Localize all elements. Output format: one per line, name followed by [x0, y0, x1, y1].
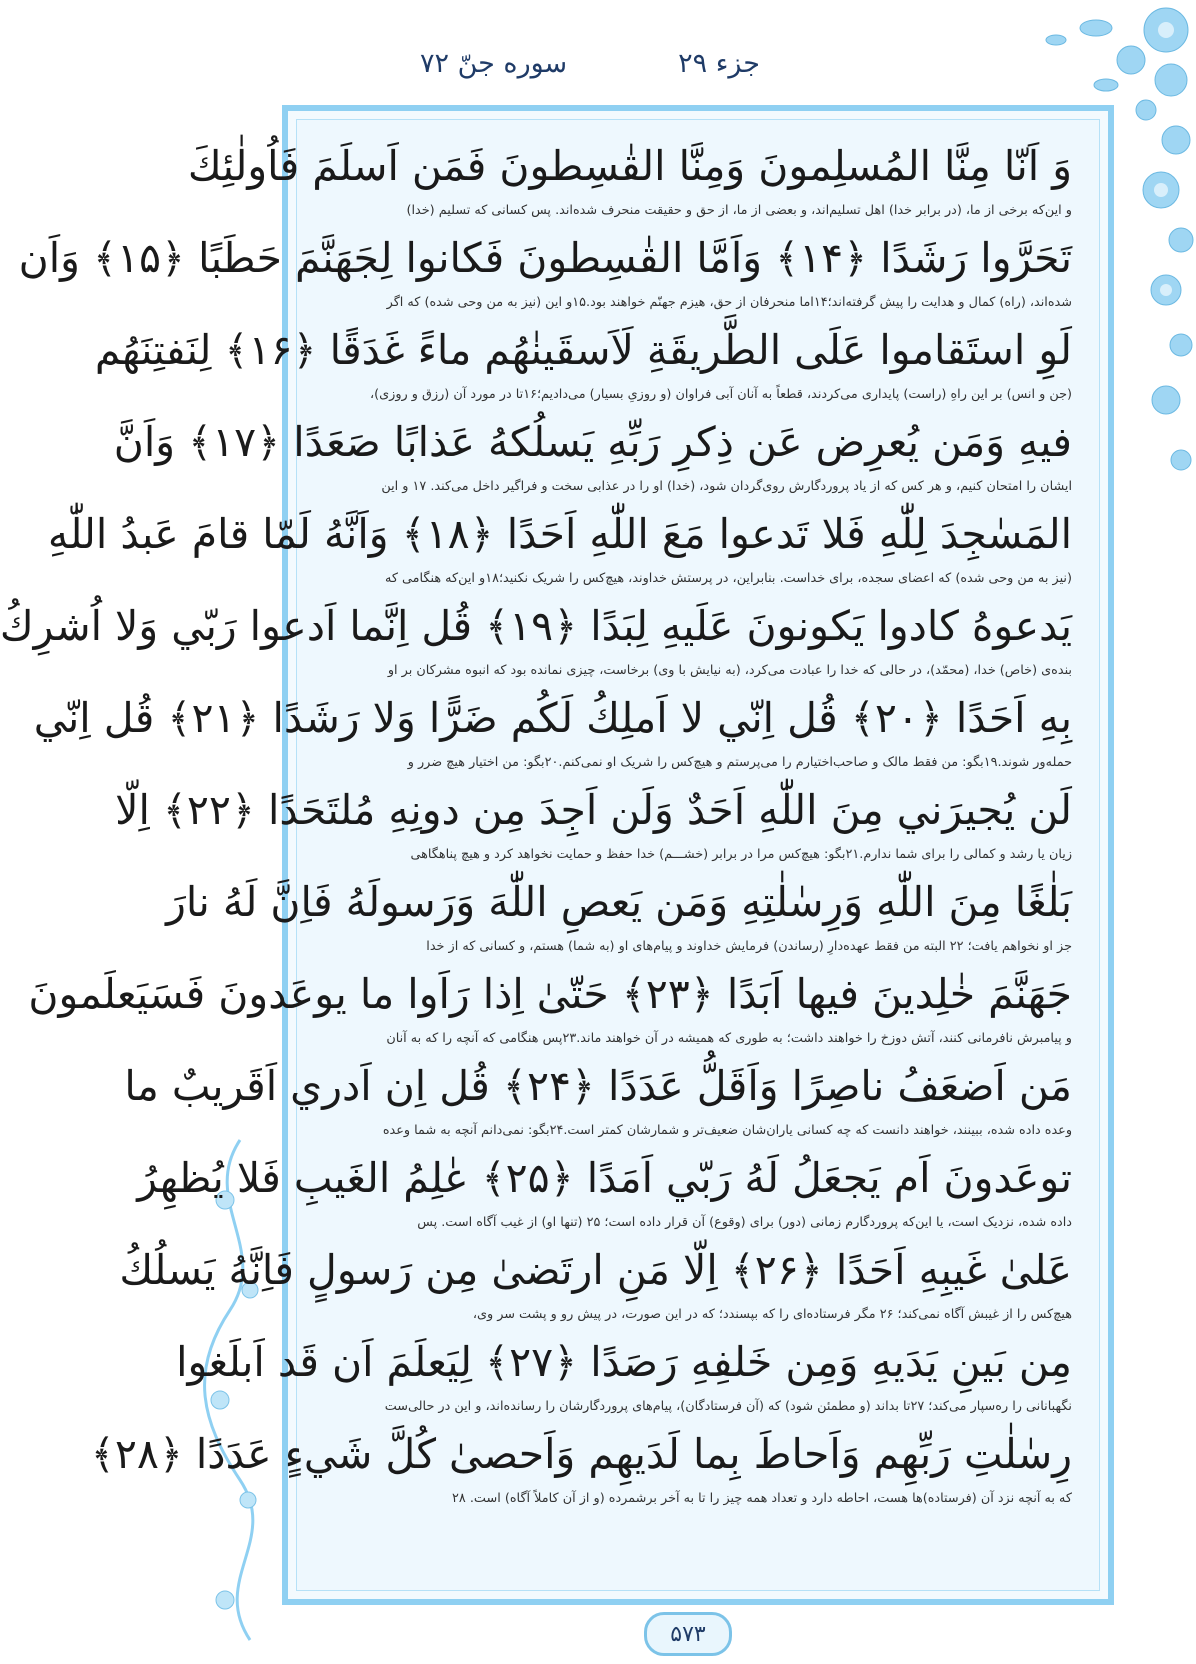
- translation-text: و پیامبرش نافرمانی کنند، آتش دوزخ را خواهند داشت؛ به طوری که همیشه در آن خواهند ماند.۲۳پس هنگامی که آنچه را که به آنان: [386, 1031, 1072, 1046]
- arabic-text: تَحَرَّوا رَشَدًا ﴿۱۴﴾ وَاَمَّا القٰسِطونَ فَكانوا لِجَهَنَّمَ حَطَبًا ﴿۱۵﴾ وَاَن: [18, 234, 1072, 282]
- arabic-text: المَسٰجِدَ لِلّٰهِ فَلا تَدعوا مَعَ اللّٰهِ اَحَدًا ﴿۱۸﴾ وَاَنَّهُ لَمّا قامَ عَبدُ اللّٰهِ: [47, 510, 1072, 558]
- translation-text: (نیز به من وحی شده) که اعضای سجده، برای خداست. بنابراین، در پرستش خداوند، هیچ‌کس را شریک نکنید؛۱۸و این‌که هنگامی که: [384, 571, 1072, 586]
- verse-line: [137, 1147, 1072, 1239]
- verse-line: [18, 227, 1072, 319]
- arabic-text: توعَدونَ اَم يَجعَلُ لَهُ رَبّي اَمَدًا ﴿۲۵﴾ عٰلِمُ الغَيبِ فَلا يُظهِرُ: [137, 1154, 1072, 1202]
- translation-text: شده‌اند، (راه) کمال و هدایت را پیش گرفته‌اند؛۱۴اما منحرفان از حق، هیزم جهنّم خواهند بود.۱۵و این (نیز به من وحی شده) که اگر: [386, 295, 1072, 310]
- verse-line: [113, 411, 1072, 503]
- verse-line: [47, 503, 1072, 595]
- translation-text: (جن و انس) بر این راهِ (راست) پایداری می‌کردند، قطعاً به آنان آبی فراوان (و روزیِ بسیار) می‌دادیم؛۱۶تا در مورد آن (رزق و روزی)،: [370, 387, 1072, 402]
- verse-line: [124, 1055, 1072, 1147]
- page-number: [638, 1612, 738, 1656]
- verse-line: [90, 1423, 1072, 1515]
- arabic-text: مَن اَضعَفُ ناصِرًا وَاَقَلُّ عَدَدًا ﴿۲۴﴾ قُل اِن اَدري اَقَريبٌ ما: [124, 1062, 1072, 1110]
- arabic-text: وَ اَنّا مِنَّا المُسلِمونَ وَمِنَّا القٰسِطونَ فَمَن اَسلَمَ فَاُولٰئِكَ: [187, 142, 1072, 190]
- verse-line: [166, 871, 1072, 963]
- verse-line: [33, 687, 1072, 779]
- verse-block: [0, 135, 1072, 1515]
- surah-label: سوره جنّ ۷۲: [420, 47, 568, 79]
- translation-text: نگهبانانی را ره‌سپار می‌کند؛ ۲۷تا بداند (و مطمئن شود) که (آن فرستادگان)، پیام‌های پروردگارشان را رسانده‌اند، و این در حالی‌ست: [384, 1399, 1072, 1414]
- translation-text: وعده داده شده، ببینند، خواهند دانست که چه کسانی یاران‌شان ضعیف‌تر و شمارشان کمتر است.۲۴بگو: نمی‌دانم آنچه به شما وعده: [382, 1123, 1072, 1138]
- verse-line: [187, 135, 1072, 227]
- arabic-text: بَلٰغًا مِنَ اللّٰهِ وَرِسٰلٰتِهِ وَمَن يَعصِ اللّٰهَ وَرَسولَهُ فَاِنَّ لَهُ نارَ: [166, 878, 1072, 926]
- arabic-text: لَوِ استَقاموا عَلَى الطَّريقَةِ لَاَسقَينٰهُم ماءً غَدَقًا ﴿۱۶﴾ لِنَفتِنَهُم: [94, 326, 1072, 374]
- verse-line: [115, 779, 1072, 871]
- translation-text: هیچ‌کس را از غیبش آگاه نمی‌کند؛ ۲۶ مگر فرستاده‌ای را که بپسندد؛ که در این صورت، در پیش رو و پشت سر وی،: [472, 1307, 1072, 1322]
- arabic-text: رِسٰلٰتِ رَبِّهِم وَاَحاطَ بِما لَدَيهِم وَاَحصىٰ كُلَّ شَيءٍ عَدَدًا ﴿۲۸﴾: [90, 1430, 1072, 1478]
- juz-label: جزء ۲۹: [678, 47, 760, 79]
- verse-line: [119, 1239, 1072, 1331]
- arabic-text: يَدعوهُ كادوا يَكونونَ عَلَيهِ لِبَدًا ﴿۱۹﴾ قُل اِنَّما اَدعوا رَبّي وَلا اُشرِكُ: [0, 602, 1072, 650]
- page-header: [420, 40, 760, 86]
- verse-line: [176, 1331, 1072, 1423]
- translation-text: ایشان را امتحان کنیم، و هر کس که از یاد پروردگارش روی‌گردان شود، (خدا) او را در عذابی سخت و فراگیر داخل می‌کند. ۱۷ و این: [381, 479, 1072, 494]
- arabic-text: لَن يُجيرَني مِنَ اللّٰهِ اَحَدٌ وَلَن اَجِدَ مِن دونِهِ مُلتَحَدًا ﴿۲۲﴾ اِلّا: [115, 786, 1072, 834]
- arabic-text: جَهَنَّمَ خٰلِدينَ فيها اَبَدًا ﴿۲۳﴾ حَتّىٰ اِذا رَاَوا ما يوعَدونَ فَسَيَعلَمونَ: [28, 970, 1072, 1018]
- page-number-badge: ۵۷۳: [644, 1612, 732, 1656]
- arabic-text: مِن بَينِ يَدَيهِ وَمِن خَلفِهِ رَصَدًا ﴿۲۷﴾ لِيَعلَمَ اَن قَد اَبلَغوا: [176, 1338, 1072, 1386]
- arabic-text: فيهِ وَمَن يُعرِض عَن ذِكرِ رَبِّهِ يَسلُكهُ عَذابًا صَعَدًا ﴿۱۷﴾ وَاَنَّ: [113, 418, 1072, 466]
- translation-text: و این‌که برخی از ما، (در برابر خدا) اهل تسلیم‌اند، و بعضی از ما، از حق و حقیقت منحرف شده‌اند. پس کسانی که تسلیم (خدا): [406, 203, 1072, 218]
- arabic-text: عَلىٰ غَيبِهِ اَحَدًا ﴿۲۶﴾ اِلّا مَنِ ارتَضىٰ مِن رَسولٍ فَاِنَّهُ يَسلُكُ: [119, 1246, 1072, 1294]
- arabic-text: بِهِ اَحَدًا ﴿۲۰﴾ قُل اِنّي لا اَملِكُ لَكُم ضَرًّا وَلا رَشَدًا ﴿۲۱﴾ قُل اِنّي: [33, 694, 1072, 742]
- vine-ornament-icon: [180, 1140, 290, 1660]
- translation-text: حمله‌ور شوند.۱۹بگو: من فقط مالک و صاحب‌اختیارم را می‌پرستم و هیچ‌کس را شریک او نمی‌کنم.۲۰بگو: من اختیار هیچ ضرر و: [407, 755, 1072, 770]
- verse-line: [94, 319, 1072, 411]
- verse-line: [28, 963, 1072, 1055]
- translation-text: زیان یا رشد و کمالی را برای شما ندارم.۲۱بگو: هیچ‌کس مرا در برابر (خشـــم) خدا حفظ و حمایت نخواهد کرد و هیچ پناهگاهی: [410, 847, 1072, 862]
- translation-text: بنده‌ی (خاص) خدا، (محمّد)، در حالی که خدا را عبادت می‌کرد، (به نیایش با وی) برخاست، چیزی نمانده بود که انبوه مشرکان بر او: [387, 663, 1072, 678]
- translation-text: که به آنچه نزد آن (فرستاده)‌ها هست، احاطه دارد و تعداد همه چیز را تا به آخر برشمرده (و از آن کاملاً آگاه) است. ۲۸: [452, 1491, 1072, 1506]
- verse-line: [0, 595, 1072, 687]
- translation-text: داده شده، نزدیک است، یا این‌که پروردگارم زمانی (دور) برای (وقوع) آن قرار داده است؛ ۲۵ (تنها او) از غیب آگاه است. پس: [417, 1215, 1072, 1230]
- translation-text: جز او نخواهم یافت؛ ۲۲ البته من فقط عهده‌دارِ (رساندن) فرمایش خداوند و پیام‌های او (به شما) هستم، و کسانی که از خدا: [426, 939, 1072, 954]
